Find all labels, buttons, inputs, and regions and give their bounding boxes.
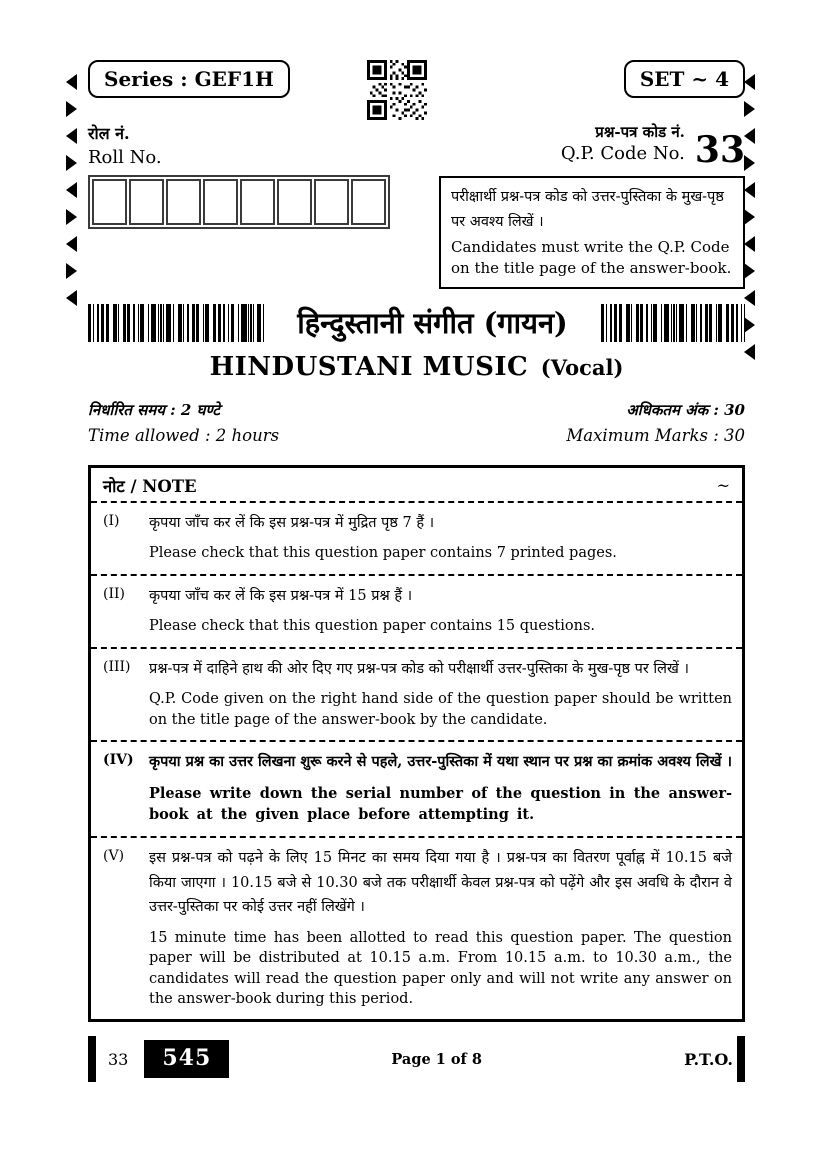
maximum-marks-hindi: अधिकतम अंक : 30 [626, 401, 745, 420]
binding-triangle-icon [744, 317, 755, 333]
binding-triangle-icon [66, 263, 77, 279]
note-item-english: Please check that this question paper contains 15 questions. [149, 618, 595, 635]
series-box: Series : GEF1H [88, 60, 290, 98]
binding-triangle-icon [744, 209, 755, 225]
note-item-english: Please write down the serial number of the question in the answer-book at the given place before attempting it. [149, 784, 732, 824]
note-item-number: (IV) [103, 751, 134, 768]
binding-triangle-icon [744, 74, 755, 90]
note-item-number: (V) [103, 848, 125, 865]
note-item-texts [149, 584, 732, 637]
footer-right-bar-icon [737, 1036, 745, 1082]
roll-digit-cell [240, 179, 275, 225]
note-item-number: (II) [103, 585, 125, 602]
note-item-english: Please check that this question paper contains 7 printed pages. [149, 545, 617, 562]
binding-triangle-icon [744, 182, 755, 198]
binding-marks-left-icon [66, 74, 77, 306]
footer-code-chip: 545 [144, 1040, 229, 1078]
subject-title-english-main: HINDUSTANI MUSIC [209, 352, 529, 383]
note-item-texts [149, 846, 732, 1009]
footer-pto-label: P.T.O. [684, 1049, 733, 1069]
time-allowed-hindi: निर्धारित समय : 2 घण्टे [88, 401, 220, 420]
binding-triangle-icon [66, 182, 77, 198]
binding-triangle-icon [744, 290, 755, 306]
qp-code-label-stack [561, 122, 685, 166]
note-item-hindi: प्रश्न-पत्र में दाहिने हाथ की ओर दिए गए प्रश्न-पत्र कोड को परीक्षार्थी उत्तर-पुस्तिका के मुख-पृष्ठ पर लिखें । [149, 660, 689, 677]
binding-triangle-icon [744, 155, 755, 171]
roll-digit-cell [92, 179, 127, 225]
qp-code-instruction-box [439, 176, 745, 290]
binding-triangle-icon [744, 263, 755, 279]
qp-code-labels [439, 122, 745, 171]
note-item-hindi: कृपया प्रश्न का उत्तर लिखना शुरू करने से पहले, उत्तर-पुस्तिका में यथा स्थान पर प्रश्न का क्रमांक अवश्य लिखें । [149, 752, 732, 770]
subject-title-english [88, 352, 745, 382]
qp-code-label-hindi: प्रश्न-पत्र कोड नं. [595, 123, 685, 141]
note-item-hindi: कृपया जाँच कर लें कि इस प्रश्न-पत्र में 15 प्रश्न हैं । [149, 587, 413, 604]
binding-triangle-icon [66, 74, 77, 90]
time-allowed [88, 398, 279, 447]
binding-triangle-icon [66, 155, 77, 171]
qp-code-number: 33 [694, 128, 745, 171]
note-item-texts [149, 511, 732, 564]
subject-title-english-suffix: (Vocal) [540, 355, 624, 381]
binding-triangle-icon [66, 209, 77, 225]
binding-triangle-icon [66, 290, 77, 306]
note-item-hindi: इस प्रश्न-पत्र को पढ़ने के लिए 15 मिनट का समय दिया गया है । प्रश्न-पत्र का वितरण पूर्वाह्न में 10.15 बजे किया जाएगा । 10.15 बजे से 10.30 बजे तक परीक्षार्थी केवल प्रश्न-पत्र को पढ़ेंगे और इस अवधि के दौरान वे उत्तर-पुस्तिका पर कोई उत्तर नहीं लिखेंगे । [149, 850, 732, 916]
binding-triangle-icon [744, 101, 755, 117]
note-item-1 [91, 501, 742, 574]
barcode-right-icon [601, 304, 745, 342]
note-box [88, 465, 745, 1022]
footer-page-indicator: Page 1 of 8 [391, 1050, 482, 1068]
header-row [88, 60, 745, 120]
binding-marks-right-icon [744, 74, 755, 360]
binding-triangle-icon [744, 236, 755, 252]
roll-label-hindi: रोल नं. [88, 124, 130, 143]
time-allowed-english: Time allowed : 2 hours [88, 425, 280, 445]
qp-instruction-hindi: परीक्षार्थी प्रश्न-पत्र कोड को उत्तर-पुस्तिका के मुख-पृष्ठ पर अवश्य लिखें । [451, 188, 724, 230]
roll-label-english: Roll No. [88, 147, 162, 168]
maximum-marks [566, 398, 745, 447]
note-header [91, 468, 742, 501]
note-item-number: (I) [103, 512, 120, 529]
time-marks-row [88, 398, 745, 447]
note-item-english: 15 minute time has been allotted to read this question paper. The question paper will be distributed at 10.15 a.m. From 10.15 a.m. to 10.30 a.m., the candidates will read the question paper only and will not write any answer on the answer-book during this period. [149, 930, 732, 1007]
footer-left-bar-icon [88, 1036, 96, 1082]
qp-code-label-english: Q.P. Code No. [560, 143, 685, 164]
roll-digit-cell [351, 179, 386, 225]
qp-code-area [439, 122, 745, 289]
note-item-number: (III) [103, 658, 131, 675]
subject-title-hindi: हिन्दुस्तानी संगीत (गायन) [297, 306, 568, 341]
barcode-left-icon [88, 304, 264, 342]
binding-triangle-icon [744, 344, 755, 360]
roll-digit-cell [203, 179, 238, 225]
note-item-texts [149, 750, 732, 826]
note-item-texts [149, 657, 732, 730]
roll-number-boxes [88, 175, 390, 229]
qr-code-icon [367, 60, 427, 120]
page-footer [88, 1036, 745, 1082]
qp-instruction-english: Candidates must write the Q.P. Code on the title page of the answer-book. [451, 238, 732, 278]
binding-triangle-icon [66, 236, 77, 252]
maximum-marks-english: Maximum Marks : 30 [566, 425, 745, 445]
note-title: नोट / NOTE [103, 476, 197, 496]
binding-triangle-icon [66, 128, 77, 144]
roll-digit-cell [166, 179, 201, 225]
set-box: SET ~ 4 [624, 60, 745, 98]
roll-digit-cell [129, 179, 164, 225]
roll-number-area [88, 122, 418, 289]
note-item-hindi: कृपया जाँच कर लें कि इस प्रश्न-पत्र में मुद्रित पृष्ठ 7 हैं । [149, 514, 435, 531]
binding-triangle-icon [66, 101, 77, 117]
title-band [88, 303, 745, 342]
note-item-3 [91, 647, 742, 740]
note-item-4 [91, 740, 742, 836]
roll-digit-cell [314, 179, 349, 225]
note-item-english: Q.P. Code given on the right hand side of the question paper should be written on the title page of the answer-book by the candidate. [149, 691, 732, 728]
roll-qp-row [88, 122, 745, 289]
roll-digit-cell [277, 179, 312, 225]
binding-triangle-icon [744, 128, 755, 144]
note-item-5 [91, 836, 742, 1019]
note-item-2 [91, 574, 742, 647]
note-tilde: ~ [716, 475, 730, 495]
footer-paper-code: 33 [108, 1049, 129, 1069]
